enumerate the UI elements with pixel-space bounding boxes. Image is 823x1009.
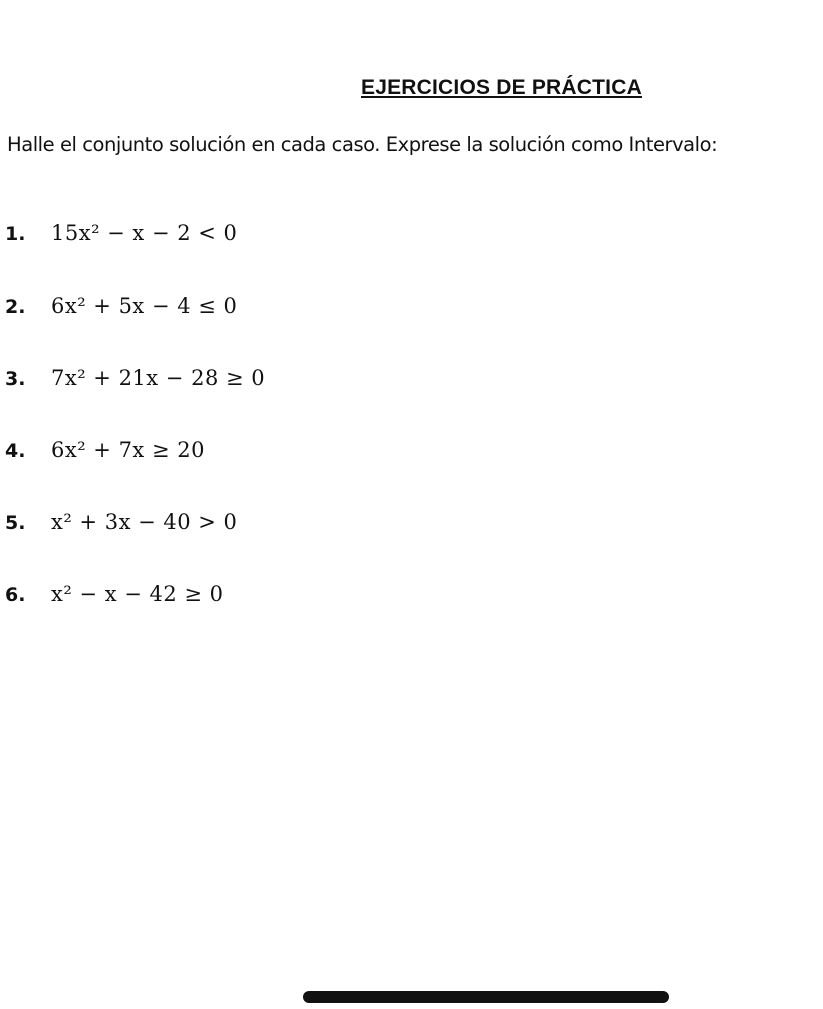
exercise-number: 1. <box>5 223 26 245</box>
exercise-expression: x² + 3x − 40 > 0 <box>51 510 238 534</box>
exercise-item <box>5 294 237 324</box>
exercise-number: 2. <box>5 296 26 318</box>
exercise-expression: 7x² + 21x − 28 ≥ 0 <box>51 366 266 390</box>
exercise-item <box>5 221 237 251</box>
page-title: EJERCICIOS DE PRÁCTICA <box>361 76 642 99</box>
exercise-number: 3. <box>5 368 26 390</box>
exercise-expression: 6x² + 5x − 4 ≤ 0 <box>51 294 238 318</box>
exercise-item <box>5 366 265 396</box>
exercise-number: 4. <box>5 440 26 462</box>
exercise-item <box>5 582 224 612</box>
exercise-expression: x² − x − 42 ≥ 0 <box>51 582 224 606</box>
instructions-text: Halle el conjunto solución en cada caso. Exprese la solución como Intervalo: <box>7 133 718 156</box>
home-indicator-bar[interactable] <box>303 991 669 1003</box>
exercise-number: 5. <box>5 512 26 534</box>
cropped-top-edge <box>0 0 823 4</box>
exercise-item <box>5 510 237 540</box>
exercise-expression: 15x² − x − 2 < 0 <box>51 221 238 245</box>
exercise-number: 6. <box>5 584 26 606</box>
exercise-expression: 6x² + 7x ≥ 20 <box>51 438 205 462</box>
exercise-item <box>5 438 205 468</box>
